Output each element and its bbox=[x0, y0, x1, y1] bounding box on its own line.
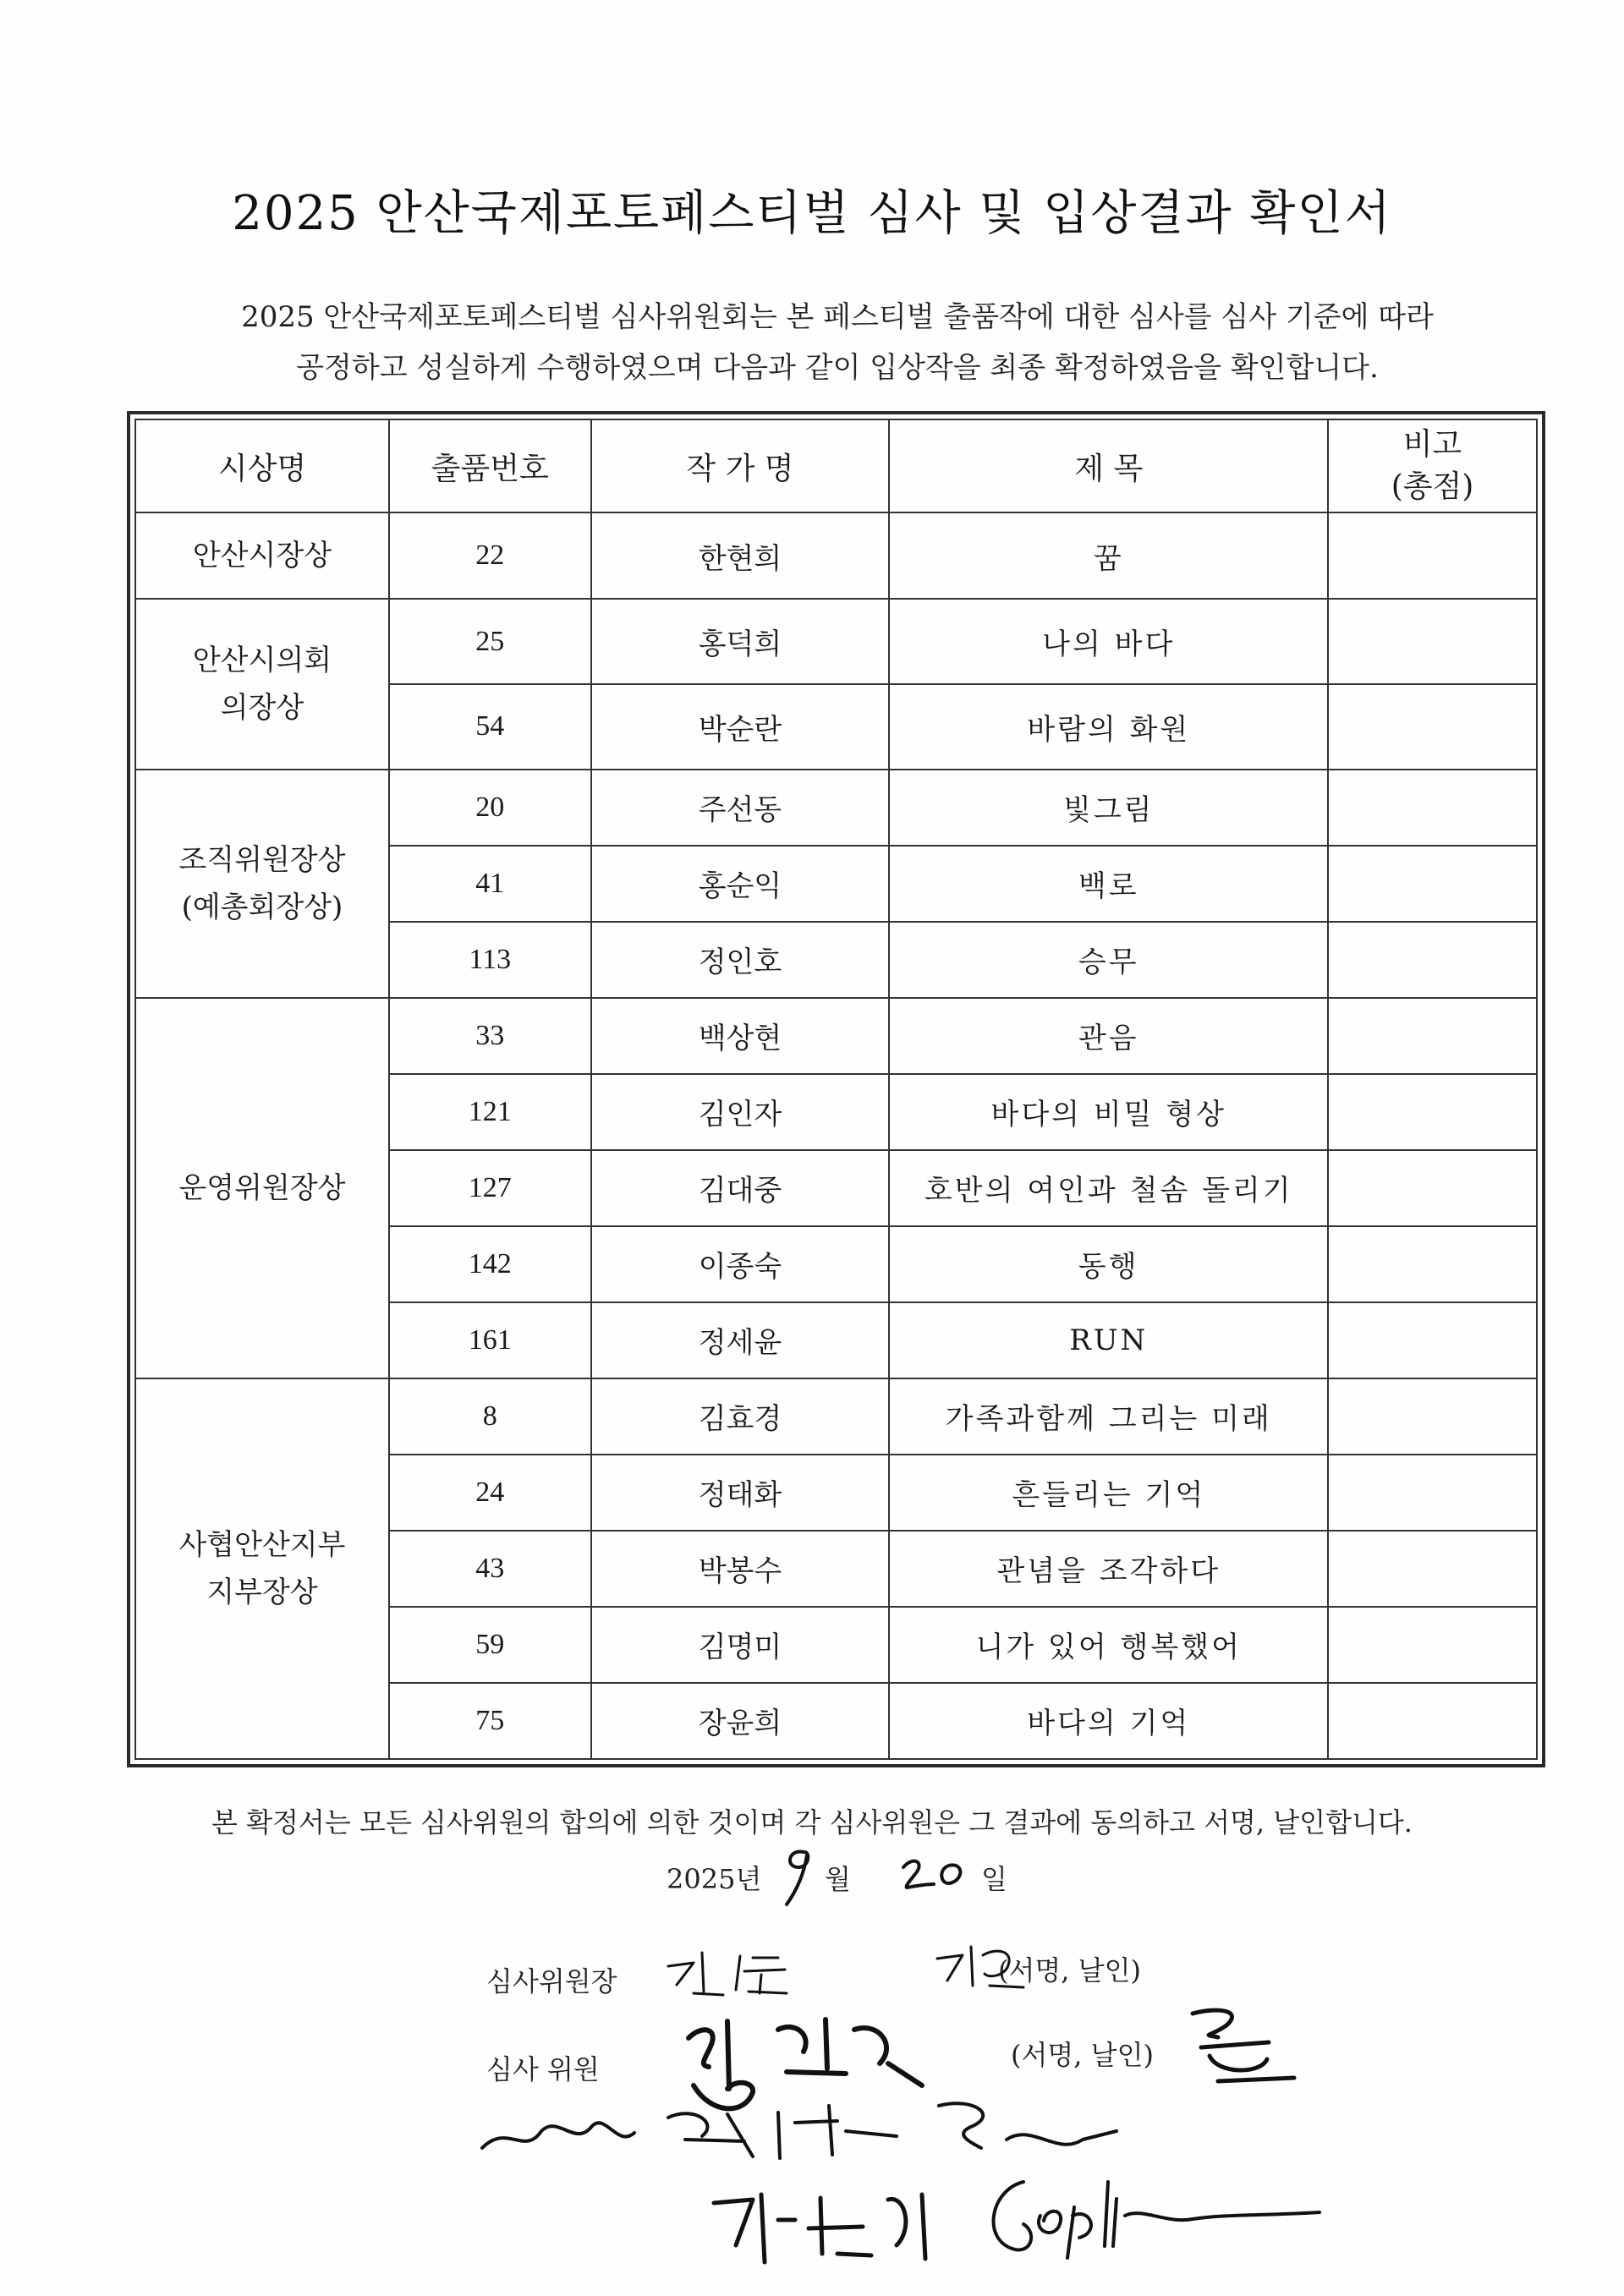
award-name-line1: 조직위원장상 bbox=[178, 842, 346, 877]
award-name-line2: 지부장상 bbox=[206, 1575, 318, 1609]
handwritten-month bbox=[770, 1842, 829, 1910]
header-title: 제 목 bbox=[889, 419, 1328, 512]
chair-label: 심사위원장 bbox=[486, 1965, 617, 1997]
remark-cell bbox=[1328, 684, 1537, 770]
date-month-label: 월 bbox=[825, 1863, 851, 1895]
award-name-line2: (예총회장상) bbox=[181, 890, 343, 924]
artist-cell: 김효경 bbox=[591, 1378, 890, 1455]
artist-cell: 김대중 bbox=[591, 1150, 890, 1226]
title-cell: 빛그림 bbox=[889, 770, 1328, 846]
award-cell bbox=[135, 599, 389, 769]
intro-line-2: 공정하고 성실하게 수행하였으며 다음과 같이 입상작을 최종 확정하였음을 확인합니다. bbox=[296, 351, 1379, 385]
award-cell bbox=[135, 512, 389, 599]
member-signature-3 bbox=[922, 2089, 1125, 2173]
header-remark-line2: (총점) bbox=[1391, 469, 1474, 504]
header-entry-no: 출품번호 bbox=[389, 419, 591, 512]
member-seal-signature bbox=[1167, 2000, 1303, 2093]
intro-paragraph bbox=[195, 292, 1480, 393]
entry-number-cell: 54 bbox=[389, 684, 591, 770]
header-remark-line1: 비고 bbox=[1402, 427, 1462, 462]
entry-number-cell: 59 bbox=[389, 1607, 591, 1683]
remark-cell bbox=[1328, 770, 1537, 846]
entry-number-cell: 142 bbox=[389, 1226, 591, 1302]
member-suffix: (서명, 날인) bbox=[1011, 2039, 1154, 2071]
entry-number-cell: 113 bbox=[389, 922, 591, 998]
title-cell: 가족과함께 그리는 미래 bbox=[889, 1378, 1328, 1455]
member-signature-2 bbox=[474, 2089, 914, 2173]
intro-line-1: 2025 안산국제포토페스티벌 심사위원회는 본 페스티벌 출품작에 대한 심사를 심사 기준에 따라 bbox=[241, 300, 1434, 334]
remark-cell bbox=[1328, 599, 1537, 684]
award-cell bbox=[135, 1378, 389, 1759]
entry-number-cell: 161 bbox=[389, 1302, 591, 1378]
table-row bbox=[135, 998, 1537, 1074]
table-row bbox=[135, 512, 1537, 599]
artist-cell: 박순란 bbox=[591, 684, 890, 770]
title-cell: 동행 bbox=[889, 1226, 1328, 1302]
entry-number-cell: 43 bbox=[389, 1531, 591, 1607]
remark-cell bbox=[1328, 1531, 1537, 1607]
remark-cell bbox=[1328, 1074, 1537, 1150]
title-cell: 흔들리는 기억 bbox=[889, 1455, 1328, 1531]
entry-number-cell: 20 bbox=[389, 770, 591, 846]
remark-cell bbox=[1328, 1150, 1537, 1226]
remark-cell bbox=[1328, 998, 1537, 1074]
header-artist: 작 가 명 bbox=[591, 419, 890, 512]
remark-cell bbox=[1328, 1378, 1537, 1455]
award-name-line2: 의장상 bbox=[220, 690, 304, 725]
results-table-frame bbox=[127, 411, 1545, 1767]
title-cell: 바다의 기억 bbox=[889, 1683, 1328, 1759]
table-row bbox=[135, 770, 1537, 846]
remark-cell bbox=[1328, 1607, 1537, 1683]
handwritten-day bbox=[897, 1850, 981, 1901]
table-body bbox=[135, 512, 1537, 1759]
entry-number-cell: 33 bbox=[389, 998, 591, 1074]
title-cell: 꿈 bbox=[889, 512, 1328, 599]
award-name-line1: 안산시장상 bbox=[192, 539, 332, 573]
title-cell: 바람의 화원 bbox=[889, 684, 1328, 770]
table-row bbox=[135, 599, 1537, 684]
title-cell: 바다의 비밀 형상 bbox=[889, 1074, 1328, 1150]
award-name-line1: 운영위원장상 bbox=[178, 1170, 346, 1205]
remark-cell bbox=[1328, 1302, 1537, 1378]
title-cell: 나의 바다 bbox=[889, 599, 1328, 684]
entry-number-cell: 41 bbox=[389, 846, 591, 922]
artist-cell: 홍덕희 bbox=[591, 599, 890, 684]
date-year: 2025년 bbox=[667, 1863, 762, 1895]
entry-number-cell: 25 bbox=[389, 599, 591, 684]
member-signature-4 bbox=[702, 2178, 973, 2279]
chair-suffix: (서명, 날인) bbox=[998, 1954, 1141, 1986]
title-cell: RUN bbox=[889, 1302, 1328, 1378]
entry-number-cell: 121 bbox=[389, 1074, 591, 1150]
results-table bbox=[134, 419, 1538, 1760]
entry-number-cell: 24 bbox=[389, 1455, 591, 1531]
closing-statement: 본 확정서는 모든 심사위원의 합의에 의한 것이며 각 심사위원은 그 결과에 동의하고 서명, 날인합니다. bbox=[211, 1806, 1413, 1838]
remark-cell bbox=[1328, 922, 1537, 998]
remark-cell bbox=[1328, 1226, 1537, 1302]
header-award: 시상명 bbox=[135, 419, 389, 512]
entry-number-cell: 127 bbox=[389, 1150, 591, 1226]
table-header-row bbox=[135, 419, 1537, 512]
remark-cell bbox=[1328, 846, 1537, 922]
table-row bbox=[135, 1378, 1537, 1455]
artist-cell: 정세윤 bbox=[591, 1302, 890, 1378]
title-cell: 관음 bbox=[889, 998, 1328, 1074]
header-remark bbox=[1328, 419, 1537, 512]
entry-number-cell: 75 bbox=[389, 1683, 591, 1759]
chair-stamp-signature bbox=[930, 1937, 1032, 2004]
member-signature-5 bbox=[973, 2165, 1328, 2283]
artist-cell: 김인자 bbox=[591, 1074, 890, 1150]
award-cell bbox=[135, 770, 389, 998]
entry-number-cell: 22 bbox=[389, 512, 591, 599]
remark-cell bbox=[1328, 512, 1537, 599]
remark-cell bbox=[1328, 1455, 1537, 1531]
artist-cell: 장윤희 bbox=[591, 1683, 890, 1759]
artist-cell: 한현희 bbox=[591, 512, 890, 599]
chair-signature bbox=[660, 1941, 812, 2008]
artist-cell: 백상현 bbox=[591, 998, 890, 1074]
artist-cell: 정인호 bbox=[591, 922, 890, 998]
artist-cell: 박봉수 bbox=[591, 1531, 890, 1607]
artist-cell: 김명미 bbox=[591, 1607, 890, 1683]
title-cell: 호반의 여인과 철솜 돌리기 bbox=[889, 1150, 1328, 1226]
award-cell bbox=[135, 998, 389, 1378]
title-cell: 승무 bbox=[889, 922, 1328, 998]
date-day-label: 일 bbox=[981, 1863, 1007, 1895]
member-label: 심사 위원 bbox=[486, 2053, 600, 2085]
entry-number-cell: 8 bbox=[389, 1378, 591, 1455]
title-cell: 백로 bbox=[889, 846, 1328, 922]
artist-cell: 이종숙 bbox=[591, 1226, 890, 1302]
title-cell: 니가 있어 행복했어 bbox=[889, 1607, 1328, 1683]
document-title: 2025 안산국제포토페스티벌 심사 및 입상결과 확인서 bbox=[232, 186, 1392, 241]
title-cell: 관념을 조각하다 bbox=[889, 1531, 1328, 1607]
artist-cell: 정태화 bbox=[591, 1455, 890, 1531]
award-name-line1: 안산시의회 bbox=[192, 643, 332, 677]
award-name-line1: 사협안산지부 bbox=[178, 1527, 346, 1562]
artist-cell: 홍순익 bbox=[591, 846, 890, 922]
remark-cell bbox=[1328, 1683, 1537, 1759]
artist-cell: 주선동 bbox=[591, 770, 890, 846]
